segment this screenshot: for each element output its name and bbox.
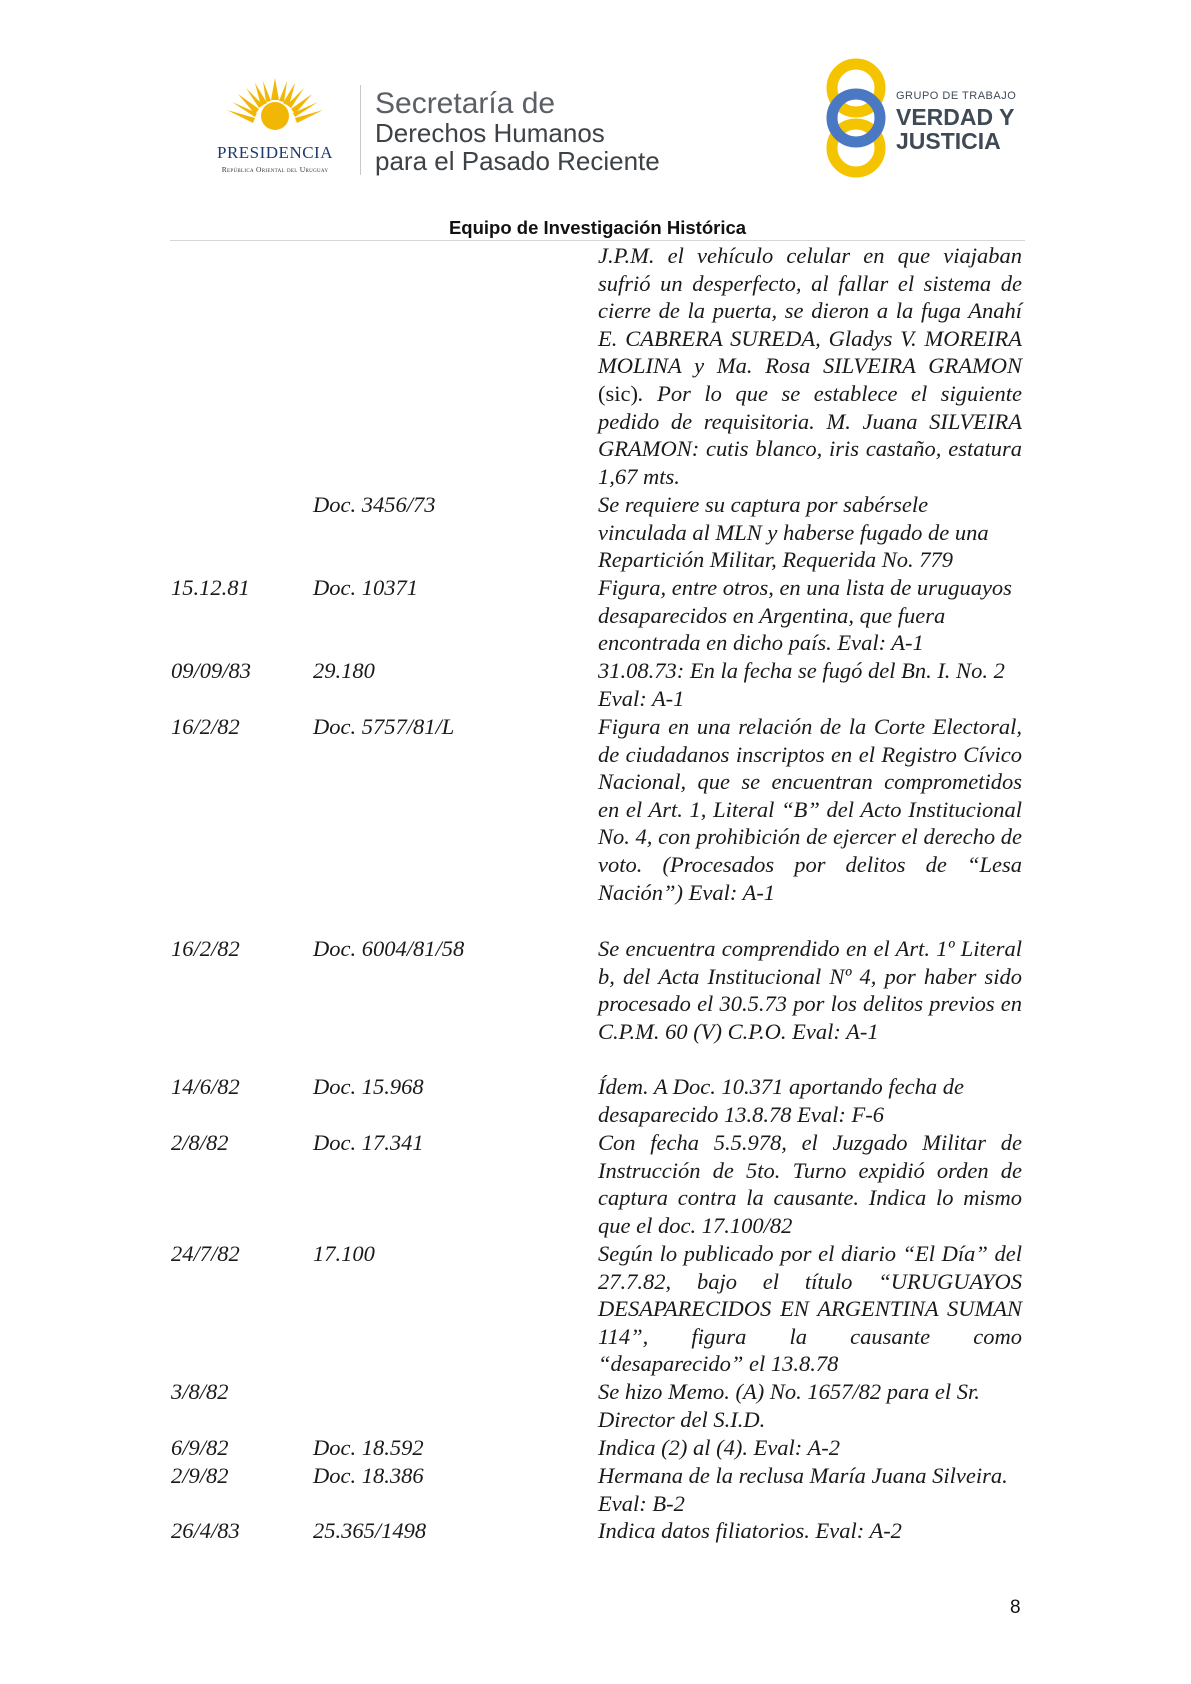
- row-doc: Doc. 17.341: [313, 1130, 424, 1155]
- grupo-line-2: VERDAD Y: [896, 104, 1015, 130]
- row-description: Figura en una relación de la Corte Electoral, de ciudadanos inscriptos en el Registro Cívico Nacional, que se encuentran comprometidos en el Art. 1, Literal “B” del Acto Institucional No. 4, con prohibición de ejercer el derecho de voto. (Procesados por delitos de “Lesa Nación”) Eval: A-1: [598, 714, 1022, 905]
- row-description: Con fecha 5.5.978, el Juzgado Militar de Instrucción de 5to. Turno expidió orden de captura contra la causante. Indica lo mismo que el doc. 17.100/82: [598, 1130, 1022, 1238]
- row-description: Indica (2) al (4). Eval: A-2: [598, 1435, 841, 1460]
- secretaria-line-2: Derechos Humanos: [375, 118, 605, 148]
- row-description: Indica datos filiatorios. Eval: A-2: [598, 1518, 902, 1543]
- row-description-part: J.P.M. el vehículo celular en que viajaban sufrió un desperfecto, al fallar el sistema de cierre de la puerta, se dieron a la fuga Anahí E. CABRERA SUREDA, Gladys V. MOREIRA MOLINA y Ma. Rosa SILVEIRA GRAMON: [598, 243, 1022, 379]
- row-date: 15.12.81: [171, 575, 250, 600]
- row-date: 14/6/82: [171, 1074, 240, 1099]
- header-divider: [360, 85, 361, 175]
- row-doc: Doc. 5757/81/L: [313, 714, 455, 739]
- row-date: 09/09/83: [171, 658, 252, 683]
- row-date: 24/7/82: [171, 1241, 240, 1266]
- sic-mark: (sic): [598, 380, 638, 406]
- row-date: 16/2/82: [171, 936, 240, 961]
- row-description: Se encuentra comprendido en el Art. 1º Literal b, del Acta Institucional Nº 4, por haber sido procesado el 30.5.73 por los delitos previos en C.P.M. 60 (V) C.P.O. Eval: A-1: [598, 936, 1022, 1044]
- row-description: Se requiere su captura por sabérsele vinculada al MLN y haberse fugado de una Repartición Militar, Requerida No. 779: [598, 492, 989, 573]
- secretaria-logo-text: [375, 88, 660, 175]
- row-doc: Doc. 3456/73: [313, 492, 436, 517]
- row-description: Según lo publicado por el diario “El Día” del 27.7.82, bajo el título “URUGUAYOS DESAPARECIDOS EN ARGENTINA SUMAN 114”, figura la causante como “desaparecido” el 13.8.78: [598, 1241, 1022, 1377]
- team-title: Equipo de Investigación Histórica: [448, 217, 747, 238]
- sun-icon: [195, 78, 355, 142]
- row-date: 16/2/82: [171, 714, 240, 739]
- verdad-justicia-logo: [818, 58, 1038, 180]
- row-doc: 29.180: [313, 658, 375, 683]
- secretaria-line-3: para el Pasado Reciente: [375, 146, 660, 176]
- grupo-line-3: JUSTICIA: [896, 128, 1001, 154]
- rings-icon: [818, 58, 894, 180]
- row-doc: 25.365/1498: [313, 1518, 427, 1543]
- presidencia-logo: [195, 78, 355, 178]
- row-doc: Doc. 6004/81/58: [313, 936, 465, 961]
- grupo-line-1: GRUPO DE TRABAJO: [896, 90, 1017, 102]
- row-date: 3/8/82: [171, 1379, 229, 1404]
- row-description: Figura, entre otros, en una lista de uruguayos desaparecidos en Argentina, que fuera encontrada en dicho país. Eval: A-1: [598, 575, 1012, 656]
- row-description: Se hizo Memo. (A) No. 1657/82 para el Sr. Director del S.I.D.: [598, 1379, 980, 1432]
- row-doc: 17.100: [313, 1241, 375, 1266]
- row-date: 2/8/82: [171, 1130, 229, 1155]
- row-date: 2/9/82: [171, 1463, 229, 1488]
- row-doc: Doc. 10371: [313, 575, 418, 600]
- row-description: Ídem. A Doc. 10.371 aportando fecha de desaparecido 13.8.78 Eval: F-6: [598, 1074, 964, 1127]
- row-doc: Doc. 18.592: [313, 1435, 424, 1460]
- row-description: [598, 242, 1022, 490]
- secretaria-line-1: Secretaría de: [375, 87, 556, 120]
- presidencia-subtitle: República Oriental del Uruguay: [221, 165, 329, 174]
- row-doc: Doc. 15.968: [313, 1074, 424, 1099]
- row-date: 6/9/82: [171, 1435, 229, 1460]
- page-number: 8: [1010, 1597, 1021, 1618]
- header-rule: [170, 240, 1025, 241]
- presidencia-name: PRESIDENCIA: [216, 143, 333, 162]
- row-doc: Doc. 18.386: [313, 1463, 424, 1488]
- row-date: 26/4/83: [171, 1518, 240, 1543]
- row-description-part: . Por lo que se establece el siguiente pedido de requisitoria. M. Juana SILVEIRA GRAMON: cutis blanco, iris castaño, estatura 1,67 mts.: [598, 380, 1022, 489]
- row-description: Hermana de la reclusa María Juana Silveira. Eval: B-2: [598, 1463, 1008, 1516]
- row-description: 31.08.73: En la fecha se fugó del Bn. I. No. 2 Eval: A-1: [598, 658, 1005, 711]
